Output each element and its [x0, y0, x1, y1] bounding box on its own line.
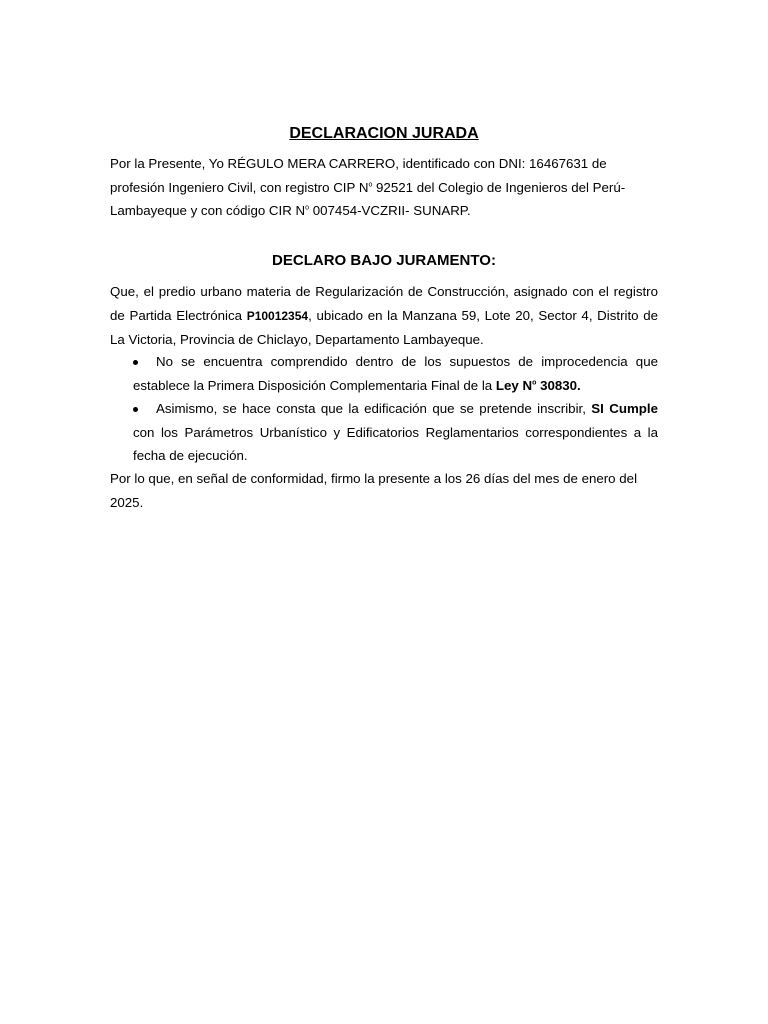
law-reference-a: Ley N [495, 377, 533, 393]
list-item [110, 397, 658, 468]
property-text-1: Que, el predio urbano materia de Regularización de Construcción, asignado con el registro de Partida Electrónica [110, 284, 658, 323]
bullet-icon [133, 360, 138, 365]
si-cumple: SI Cumple [591, 401, 658, 416]
intro-text-2: 92521 del Colegio de Ingenieros del Perú-Lambayeque y con código CIR N [110, 179, 626, 218]
intro-paragraph [110, 152, 658, 223]
bullet-2-text-before: Asimismo, se hace consta que la edificación que se pretende inscribir, [156, 401, 592, 416]
closing-paragraph: Por lo que, en señal de conformidad, firmo la presente a los 26 días del mes de enero del 2025. [110, 471, 638, 510]
declaration-subtitle: DECLARO BAJO JURAMENTO: [272, 252, 496, 269]
intro-sup-2: o [305, 204, 310, 212]
intro-sup-1: o [368, 181, 373, 189]
bullet-icon [133, 407, 138, 412]
declaration-list [110, 350, 658, 468]
law-reference-sup: o [532, 379, 537, 387]
bullet-1-text: No se encuentra comprendido dentro de los supuestos de improcedencia que establece la Primera Disposición Complementaria Final de la [133, 354, 658, 393]
partida-number: P10012354 [246, 308, 309, 323]
list-item [110, 350, 658, 397]
document-title: DECLARACION JURADA [289, 125, 479, 142]
property-paragraph [110, 280, 658, 352]
law-reference-b: 30830. [536, 377, 581, 393]
property-text-2: , ubicado en la Manzana 59, Lote 20, Sector 4, Distrito de La Victoria, Provincia de Chiclayo, Departamento Lambayeque. [110, 307, 659, 347]
bullet-2-text-after: con los Parámetros Urbanístico y Edificatorios Reglamentarios correspondientes a la fecha de ejecución. [133, 424, 658, 463]
intro-text-3: 007454-VCZRII- SUNARP. [309, 203, 471, 218]
intro-text-1: Por la Presente, Yo RÉGULO MERA CARRERO, identificado con DNI: 16467631 de profesión Ingeniero Civil, con registro CIP N [110, 156, 607, 195]
